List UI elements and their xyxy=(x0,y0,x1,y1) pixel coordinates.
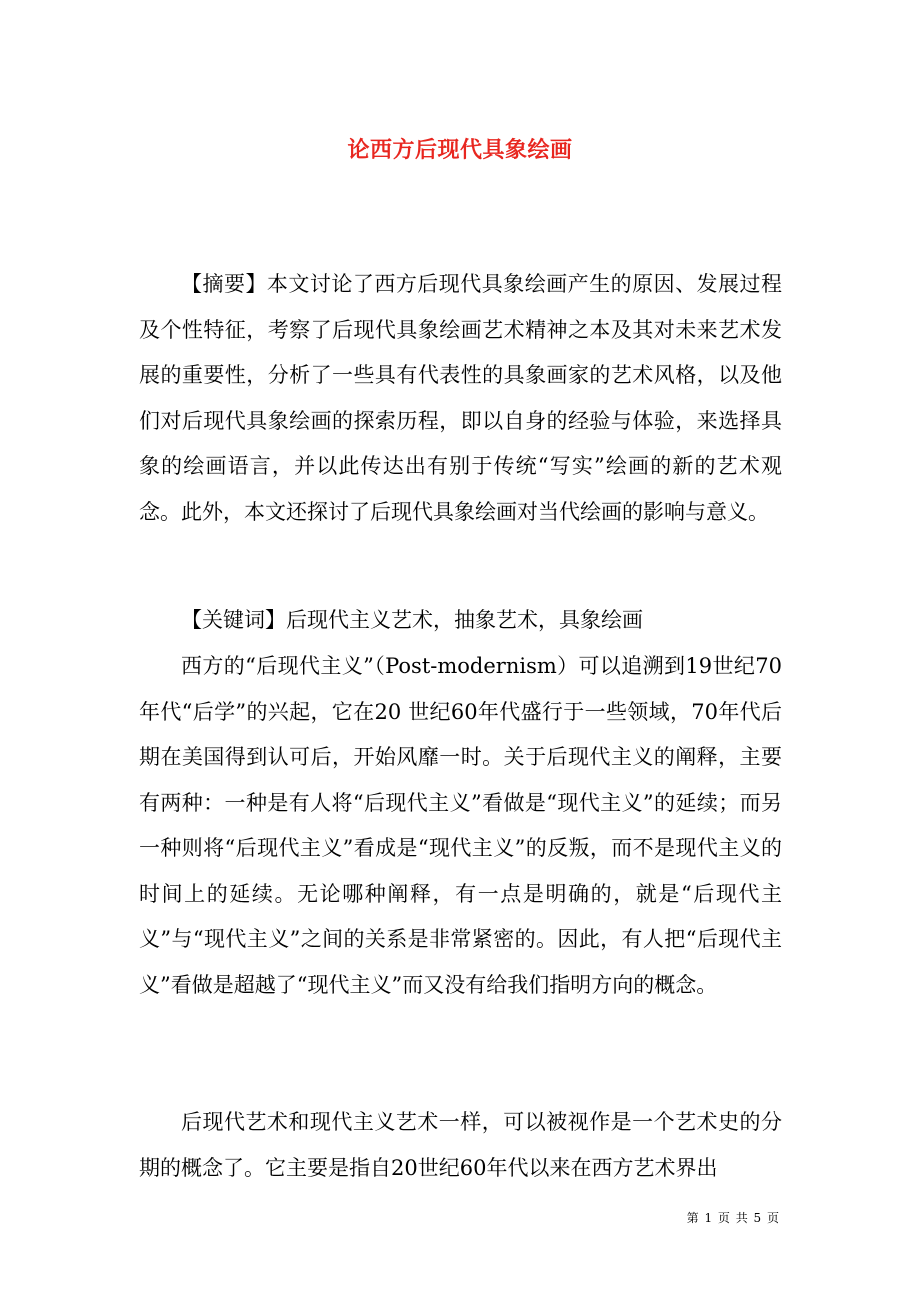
keywords-paragraph: 【关键词】后现代主义艺术，抽象艺术，具象绘画 xyxy=(181,608,643,632)
abstract-block xyxy=(139,262,782,535)
body-paragraph-2: 后现代艺术和现代主义艺术一样，可以被视作是一个艺术史的分期的概念了。它主要是指自20世纪60年代以来在西方艺术界出 xyxy=(139,1110,782,1180)
document-title: 论西方后现代具象绘画 xyxy=(347,136,573,163)
page-number-footer: 第 1 页 共 5 页 xyxy=(686,1211,780,1225)
body-paragraph-1-block xyxy=(139,644,782,1008)
body-paragraph-2-block xyxy=(139,1100,782,1191)
keywords-block xyxy=(139,598,782,644)
abstract-paragraph: 【摘要】本文讨论了西方后现代具象绘画产生的原因、发展过程及个性特征，考察了后现代具象绘画艺术精神之本及其对未来艺术发展的重要性，分析了一些具有代表性的具象画家的艺术风格，以及他们对后现代具象绘画的探索历程，即以自身的经验与体验，来选择具象的绘画语言，并以此传达出有别于传统“写实”绘画的新的艺术观念。此外，本文还探讨了后现代具象绘画对当代绘画的影响与意义。 xyxy=(139,272,782,524)
body-paragraph-1: 西方的“后现代主义”（Post-modernism）可以追溯到19世纪70年代“后学”的兴起，它在20 世纪60年代盛行于一些领域，70年代后期在美国得到认可后，开始风靡一时。关于后现代主义的阐释，主要有两种：一种是有人将“后现代主义”看做是“现代主义”的延续；而另一种则将“后现代主义”看成是“现代主义”的反叛，而不是现代主义的时间上的延续。无论哪种阐释，有一点是明确的，就是“后现代主义”与“现代主义”之间的关系是非常紧密的。因此，有人把“后现代主义”看做是超越了“现代主义”而又没有给我们指明方向的概念。 xyxy=(139,654,782,997)
